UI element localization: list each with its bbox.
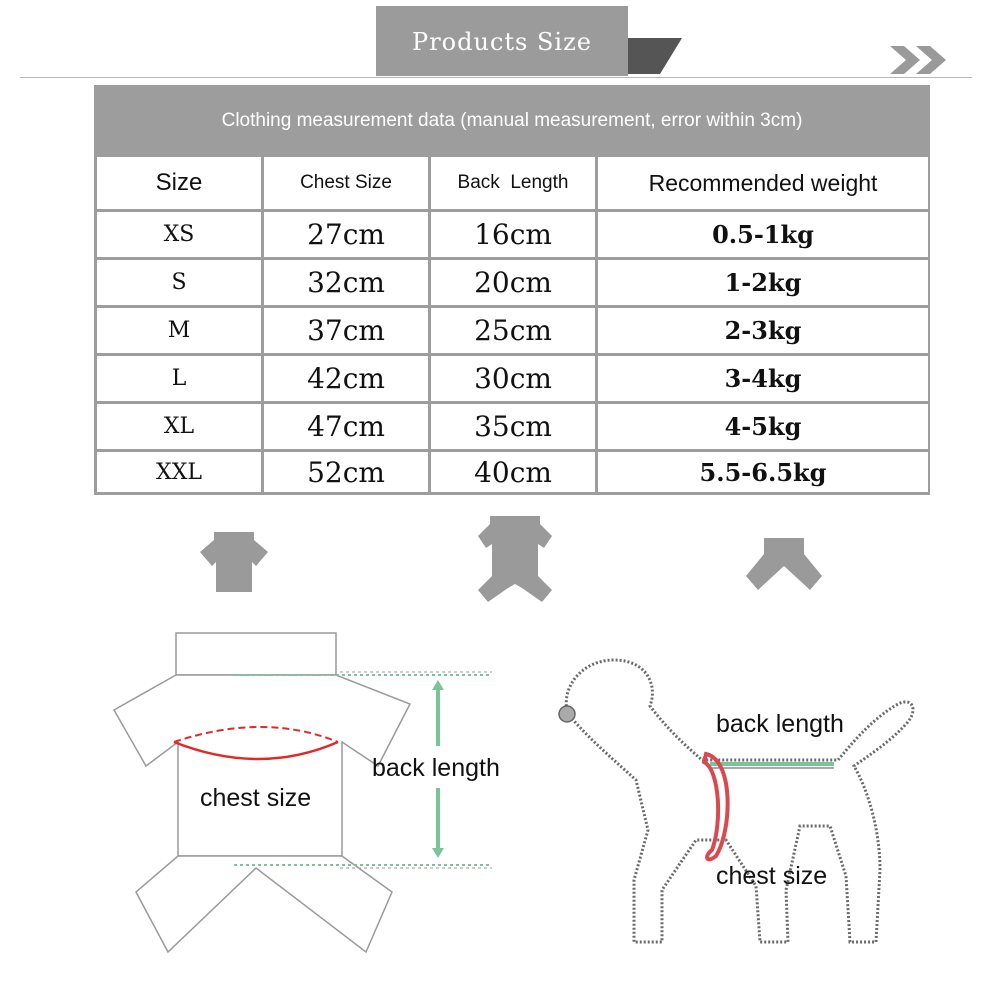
chest-cell: 37cm	[264, 308, 428, 353]
size-cell: S	[97, 260, 261, 305]
size-cell: XL	[97, 404, 261, 449]
size-cell: XXL	[97, 452, 261, 492]
back-cell: 25cm	[431, 308, 595, 353]
size-cell: L	[97, 356, 261, 401]
table-row	[94, 356, 930, 401]
chest-cell: 47cm	[264, 404, 428, 449]
table-row	[94, 452, 930, 492]
size-cell: XS	[97, 212, 261, 257]
back-cell: 35cm	[431, 404, 595, 449]
shirt-front-icon	[196, 530, 272, 594]
column-header-weight: Recommended weight	[598, 157, 928, 209]
table-header-row	[94, 157, 930, 209]
column-header-back: Back Length	[431, 157, 595, 209]
dog-back-length-label: back length	[716, 710, 844, 738]
size-table	[94, 85, 930, 495]
weight-cell: 5.5-6.5kg	[598, 452, 928, 492]
weight-cell: 1-2kg	[598, 260, 928, 305]
weight-cell: 3-4kg	[598, 356, 928, 401]
jumpsuit-back-icon	[744, 536, 824, 592]
column-header-chest: Chest Size	[264, 157, 428, 209]
garment-measurement-diagram	[110, 630, 510, 960]
weight-cell: 0.5-1kg	[598, 212, 928, 257]
dog-outline	[550, 650, 930, 950]
jumpsuit-front-icon	[476, 514, 554, 604]
size-cell: M	[97, 308, 261, 353]
chest-cell: 42cm	[264, 356, 428, 401]
chest-cell: 32cm	[264, 260, 428, 305]
garment-chest-size-label: chest size	[200, 784, 312, 812]
weight-cell: 4-5kg	[598, 404, 928, 449]
table-caption: Clothing measurement data (manual measurement, error within 3cm)	[221, 110, 803, 131]
table-row	[94, 260, 930, 305]
table-row	[94, 404, 930, 449]
garment-back-length-label: back length	[372, 754, 500, 782]
weight-cell: 2-3kg	[598, 308, 928, 353]
back-cell: 20cm	[431, 260, 595, 305]
dog-chest-size-label: chest size	[716, 862, 828, 890]
tab-shadow	[620, 34, 690, 78]
back-cell: 30cm	[431, 356, 595, 401]
column-header-size: Size	[97, 157, 261, 209]
back-cell: 40cm	[431, 452, 595, 492]
dog-measurement-diagram	[550, 650, 930, 950]
page-title: Products Size	[412, 28, 592, 56]
table-row	[94, 308, 930, 353]
back-cell: 16cm	[431, 212, 595, 257]
chest-cell: 52cm	[264, 452, 428, 492]
chest-cell: 27cm	[264, 212, 428, 257]
double-chevron-right-icon	[888, 44, 950, 76]
table-row	[94, 212, 930, 257]
page-header	[0, 0, 1000, 85]
